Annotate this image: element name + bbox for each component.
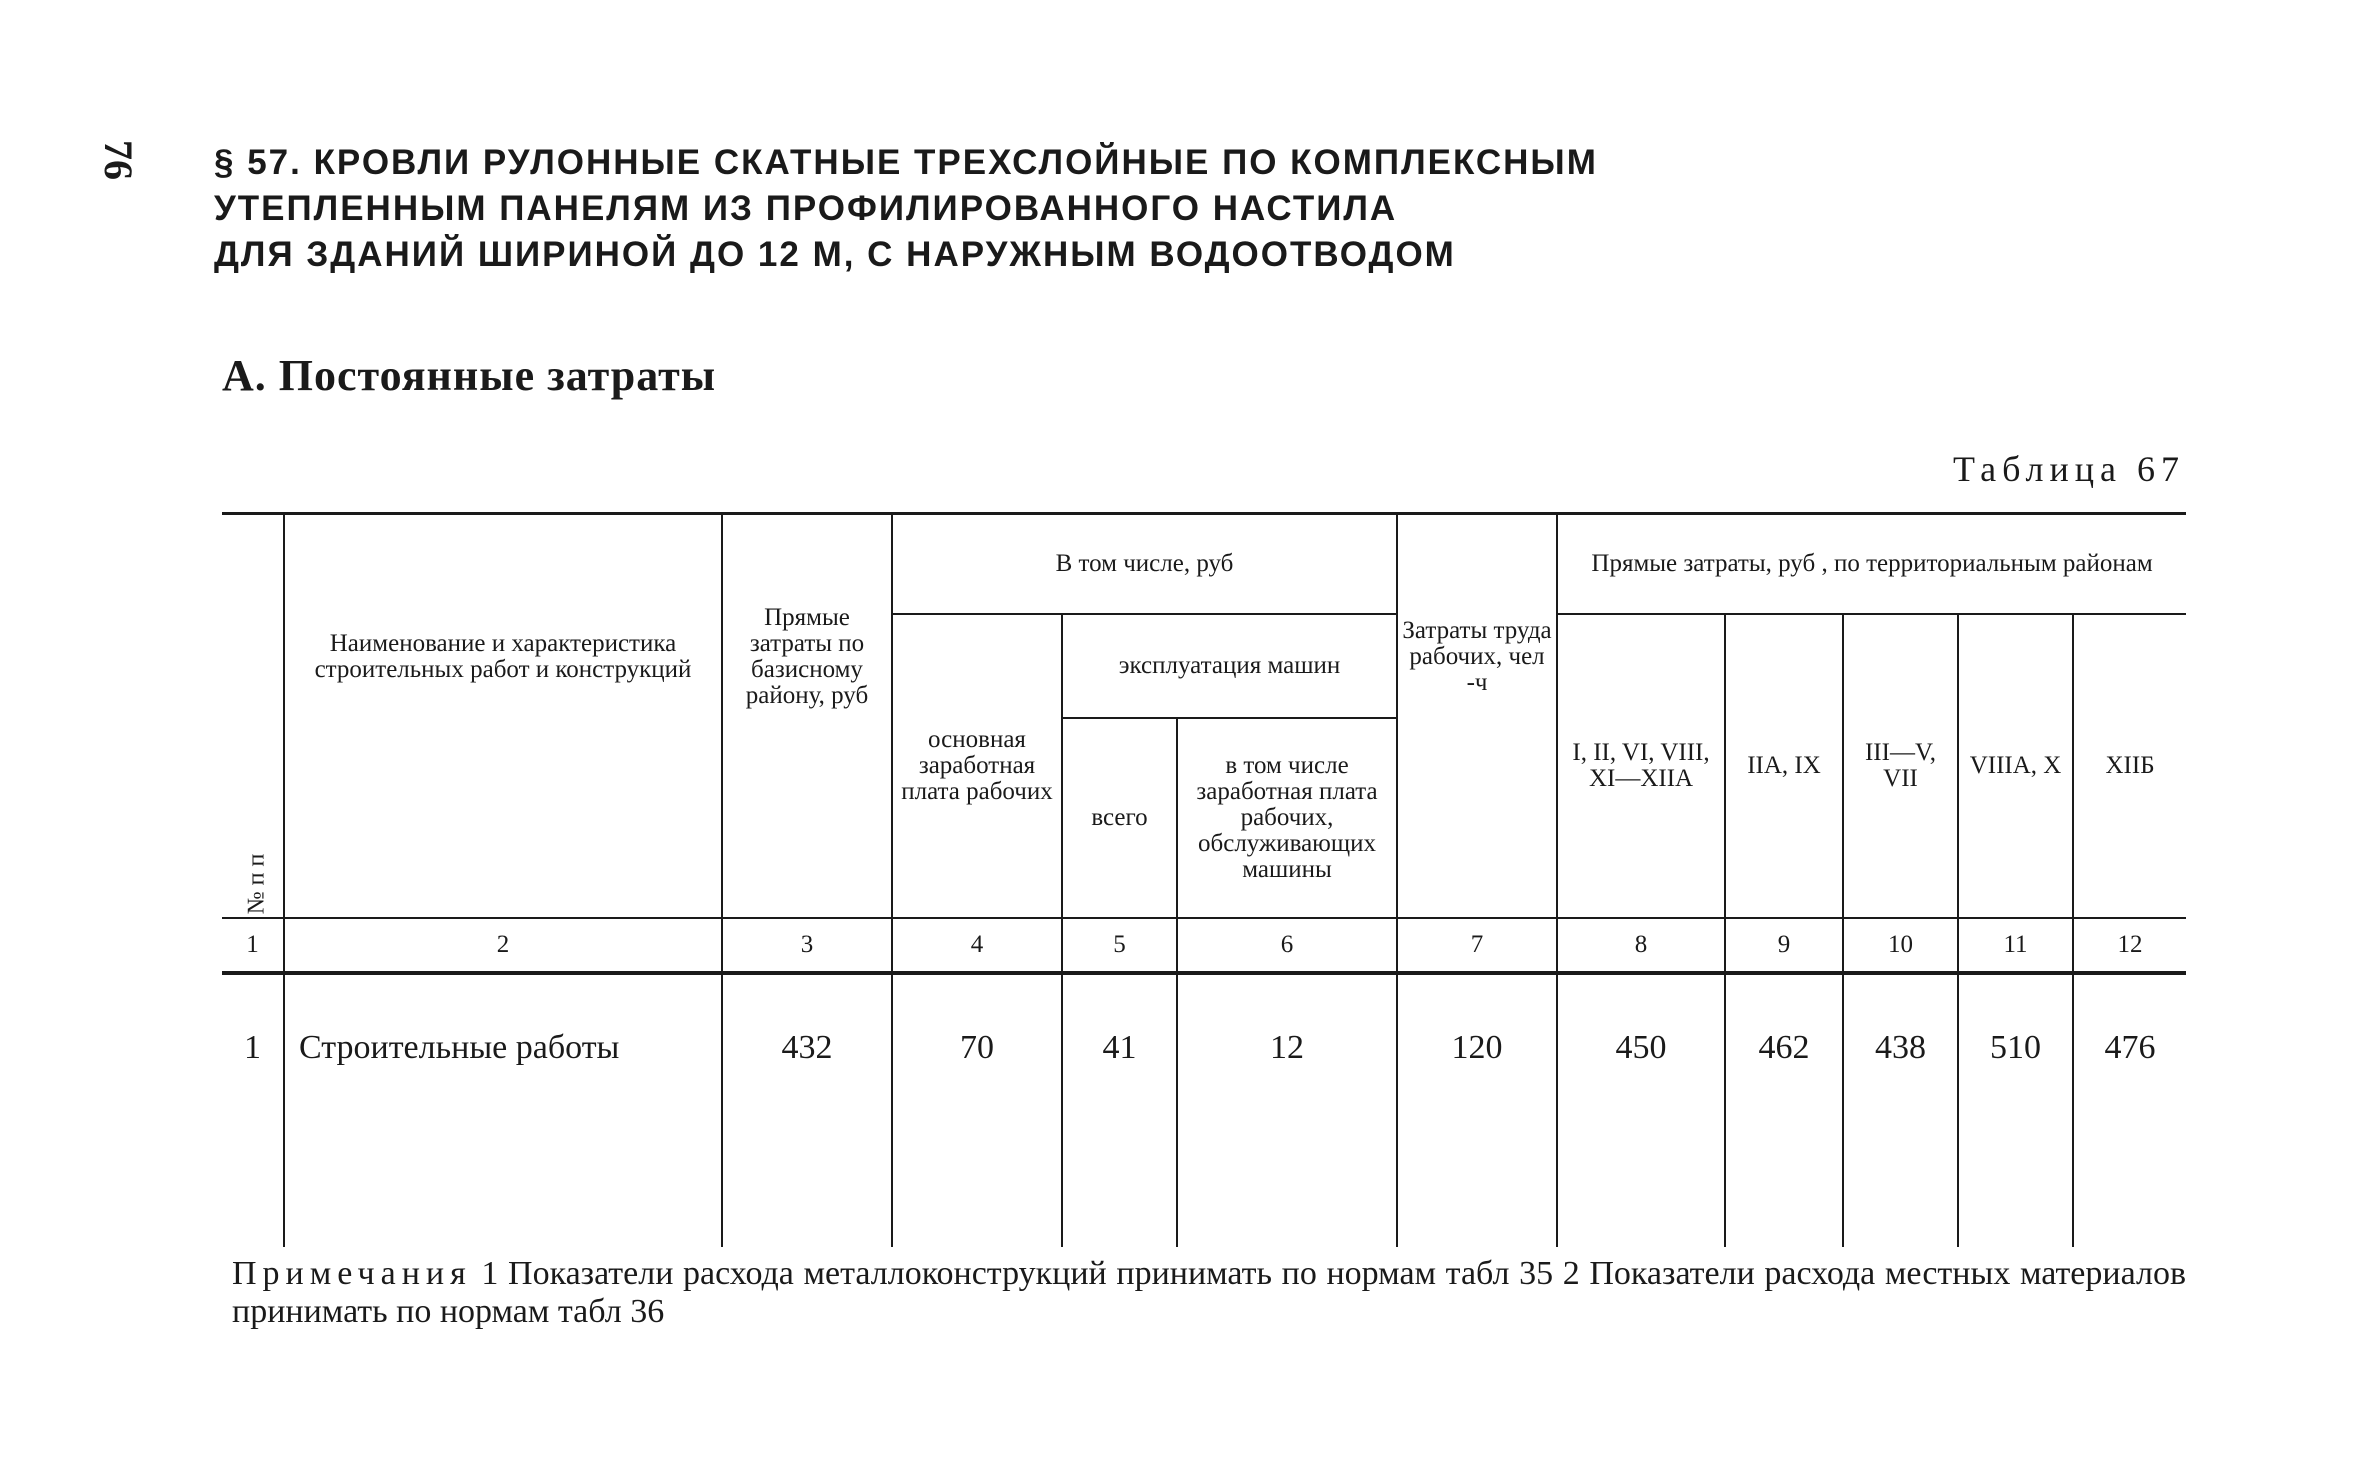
notes-text: 1 Показатели расхода металлоконструкций принимать по нормам табл 35 2 Показатели расхода местных материалов принимать по нормам табл 36 [232, 1255, 2187, 1330]
header-machine-operation: эксплуатация машин [1062, 614, 1397, 718]
header-direct-costs-base: Прямые затраты по базисному району, руб [722, 514, 892, 918]
header-region-3: III—V, VII [1843, 614, 1958, 918]
notes [232, 1255, 2186, 1331]
column-number: 1 [222, 918, 284, 973]
cell-machine-wage: 12 [1177, 973, 1397, 1248]
column-number: 6 [1177, 918, 1397, 973]
header-region-5: XIIБ [2073, 614, 2186, 918]
header-region-2: IIA, IX [1725, 614, 1843, 918]
row-name: Строительные работы [284, 973, 722, 1248]
heading-line-3: ДЛЯ ЗДАНИЙ ШИРИНОЙ ДО 12 М, С НАРУЖНЫМ ВОДООТВОДОМ [214, 235, 1456, 274]
header-direct-costs-regions: Прямые затраты, руб , по территориальным районам [1557, 514, 2186, 614]
column-number: 2 [284, 918, 722, 973]
column-number: 12 [2073, 918, 2186, 973]
header-region-4: VIIIA, X [1958, 614, 2073, 918]
header-including-rub: В том числе, руб [892, 514, 1397, 614]
cell-region-2: 462 [1725, 973, 1843, 1248]
table-row [222, 973, 2186, 1248]
column-number: 3 [722, 918, 892, 973]
cell-machine-total: 41 [1062, 973, 1177, 1248]
section-heading [214, 140, 1714, 278]
column-number: 7 [1397, 918, 1557, 973]
cell-region-4: 510 [1958, 973, 2073, 1248]
column-number: 10 [1843, 918, 1958, 973]
heading-line-2: УТЕПЛЕННЫМ ПАНЕЛЯМ ИЗ ПРОФИЛИРОВАННОГО НАСТИЛА [214, 189, 1398, 228]
cell-basic-wage: 70 [892, 973, 1062, 1248]
header-machine-total: всего [1062, 718, 1177, 918]
cell-labor-costs: 120 [1397, 973, 1557, 1248]
subtitle: А. Постоянные затраты [222, 351, 717, 400]
column-number: 9 [1725, 918, 1843, 973]
header-row-number: № п п [222, 514, 284, 918]
column-number: 8 [1557, 918, 1725, 973]
page-number: 76 [96, 140, 141, 180]
cell-region-3: 438 [1843, 973, 1958, 1248]
column-number: 4 [892, 918, 1062, 973]
cell-direct-costs-base: 432 [722, 973, 892, 1248]
header-basic-wage: основная заработная плата рабочих [892, 614, 1062, 918]
cell-region-5: 476 [2073, 973, 2186, 1248]
cell-region-1: 450 [1557, 973, 1725, 1248]
header-name: Наименование и характеристика строительных работ и конструкций [284, 514, 722, 918]
row-number: 1 [222, 973, 284, 1248]
table-caption: Таблица 67 [1953, 449, 2185, 489]
heading-line-1: § 57. КРОВЛИ РУЛОННЫЕ СКАТНЫЕ ТРЕХСЛОЙНЫЕ ПО КОМПЛЕКСНЫМ [214, 143, 1598, 182]
notes-label: Примечания [232, 1255, 472, 1292]
column-number: 11 [1958, 918, 2073, 973]
column-number: 5 [1062, 918, 1177, 973]
header-machine-wage: в том числе заработная плата рабочих, обслуживающих машины [1177, 718, 1397, 918]
header-labor-costs: Затраты труда рабочих, чел -ч [1397, 514, 1557, 918]
header-region-1: I, II, VI, VIII, XI—XIIA [1557, 614, 1725, 918]
cost-table [222, 512, 2186, 1249]
